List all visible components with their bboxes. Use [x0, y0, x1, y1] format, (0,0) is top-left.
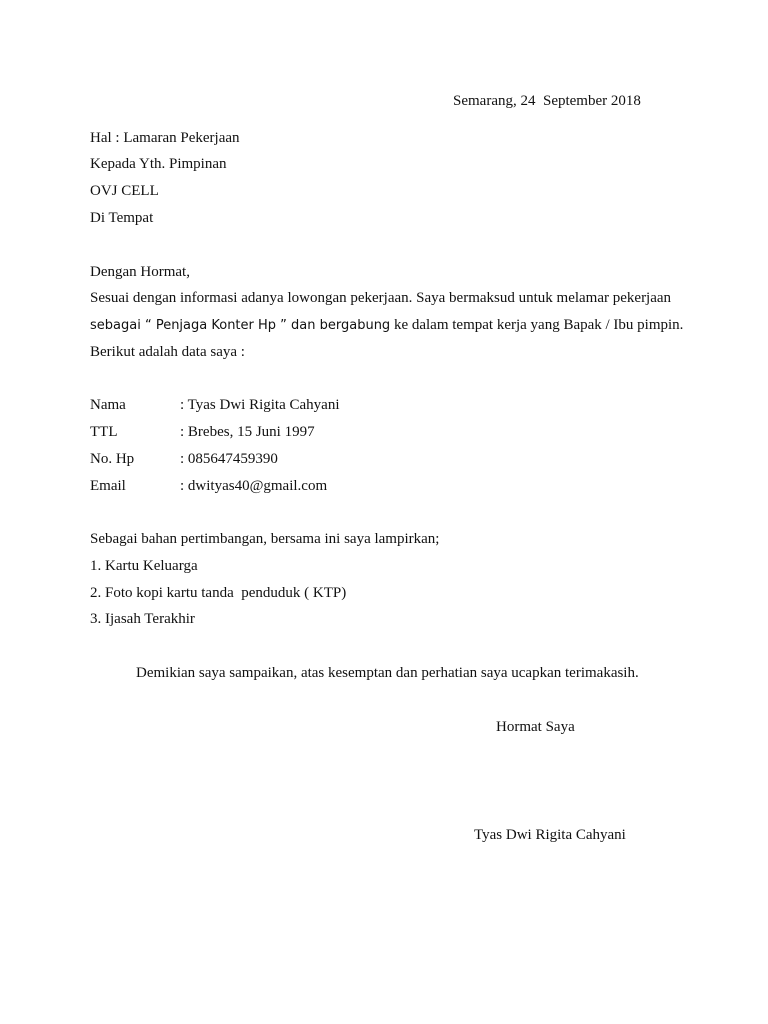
recipient-line: Kepada Yth. Pimpinan [90, 156, 227, 172]
attachment-item: 1. Kartu Keluarga [90, 558, 198, 574]
attachment-item: 3. Ijasah Terakhir [90, 611, 195, 627]
field-value: : 085647459390 [180, 451, 278, 467]
attachment-item: 2. Foto kopi kartu tanda penduduk ( KTP) [90, 585, 347, 601]
field-label: Nama [90, 397, 126, 413]
closing-paragraph: Demikian saya sampaikan, atas kesemptan dan perhatian saya ucapkan terimakasih. [136, 665, 639, 681]
position-text: sebagai “ Penjaga Konter Hp ” dan bergabung [90, 318, 391, 333]
sign-off: Hormat Saya [496, 719, 575, 735]
attachments-intro: Sebagai bahan pertimbangan, bersama ini saya lampirkan; [90, 531, 440, 547]
body-paragraph-line: Berikut adalah data saya : [90, 344, 245, 360]
field-label: No. Hp [90, 451, 135, 467]
recipient-location: Di Tempat [90, 210, 154, 226]
subject-line: Hal : Lamaran Pekerjaan [90, 130, 240, 146]
recipient-company: OVJ CELL [90, 183, 159, 199]
greeting: Dengan Hormat, [90, 264, 190, 280]
field-label: Email [90, 478, 126, 494]
field-value: : Brebes, 15 Juni 1997 [180, 424, 315, 440]
field-value: : dwityas40@gmail.com [180, 478, 328, 494]
field-label: TTL [90, 424, 118, 440]
signature-name: Tyas Dwi Rigita Cahyani [474, 827, 626, 843]
body-text: ke dalam tempat kerja yang Bapak / Ibu pimpin. [390, 317, 684, 333]
place-date: Semarang, 24 September 2018 [453, 93, 641, 109]
body-paragraph-line [90, 316, 683, 335]
field-value: : Tyas Dwi Rigita Cahyani [180, 397, 340, 413]
body-paragraph-line: Sesuai dengan informasi adanya lowongan pekerjaan. Saya bermaksud untuk melamar pekerjaan [90, 290, 672, 306]
